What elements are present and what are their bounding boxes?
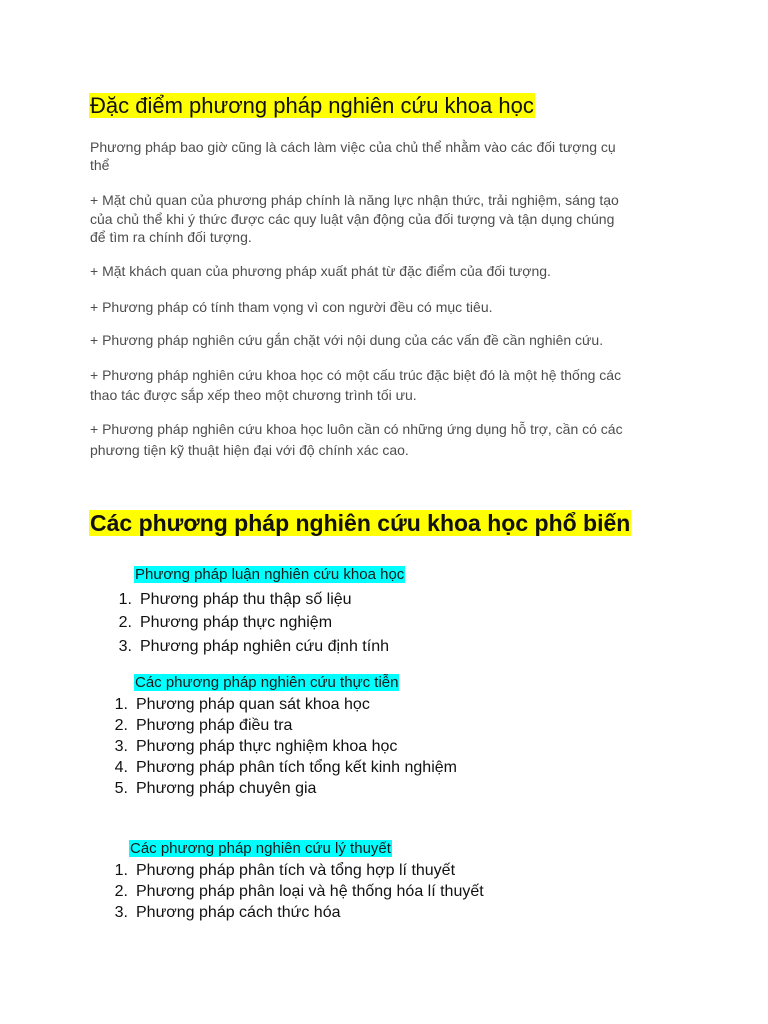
list-number: 1. <box>114 862 128 879</box>
subheading-text: Các phương pháp nghiên cứu thực tiễn <box>135 674 399 691</box>
paragraph <box>90 138 616 174</box>
list-item-text: Phương pháp phân loại và hệ thống hóa lí thuyết <box>136 883 484 900</box>
paragraph <box>90 262 551 281</box>
paragraph-line: của chủ thể khi ý thức được các quy luật vận động của đối tượng và tận dụng chúng <box>90 210 615 227</box>
paragraph <box>90 419 623 461</box>
paragraph-line: Phương pháp bao giờ cũng là cách làm việc của chủ thể nhằm vào các đối tượng cụ <box>90 139 616 155</box>
list-item <box>106 778 316 799</box>
list-item <box>106 757 457 778</box>
list-item <box>106 694 370 715</box>
list-number: 4. <box>114 759 128 776</box>
list-item-text: Phương pháp nghiên cứu định tính <box>140 638 389 655</box>
list-item <box>106 736 397 757</box>
paragraph-line: phương tiện kỹ thuật hiện đại với độ chính xác cao. <box>90 442 409 458</box>
subheading-text: Các phương pháp nghiên cứu lý thuyết <box>130 840 391 857</box>
list-number: 3. <box>114 904 128 921</box>
list-number: 3. <box>114 738 128 755</box>
list-item <box>110 589 352 610</box>
list-item-text: Phương pháp cách thức hóa <box>136 904 341 921</box>
paragraph <box>90 365 621 405</box>
paragraph-line: thể <box>90 157 110 173</box>
list-number: 1. <box>118 591 132 608</box>
paragraph-line: + Mặt khách quan của phương pháp xuất phát từ đặc điểm của đối tượng. <box>90 263 551 279</box>
paragraph <box>90 191 619 247</box>
list-item <box>110 636 389 657</box>
paragraph-line: + Mặt chủ quan của phương pháp chính là năng lực nhận thức, trải nghiệm, sáng tạo <box>90 192 619 208</box>
list-number: 1. <box>114 696 128 713</box>
paragraph-line: thao tác được sắp xếp theo một chương trình tối ưu. <box>90 387 417 403</box>
list-item <box>106 902 341 923</box>
list-item <box>110 612 332 633</box>
list-item-text: Phương pháp thu thập số liệu <box>140 591 352 608</box>
subheading-text: Phương pháp luận nghiên cứu khoa học <box>135 566 405 583</box>
list-number: 2. <box>114 883 128 900</box>
subheading-theoretical-methods <box>129 839 392 859</box>
list-item <box>106 881 484 902</box>
list-number: 2. <box>118 614 132 631</box>
list-item-text: Phương pháp phân tích tổng kết kinh nghiệm <box>136 759 457 776</box>
list-item-text: Phương pháp điều tra <box>136 717 293 734</box>
list-number: 2. <box>114 717 128 734</box>
list-item <box>106 860 455 881</box>
section-heading-characteristics <box>89 93 535 119</box>
paragraph-line: + Phương pháp nghiên cứu khoa học luôn cần có những ứng dụng hỗ trợ, cần có các <box>90 421 623 437</box>
paragraph <box>90 298 493 317</box>
subheading-methodology <box>134 565 405 585</box>
heading-text: Các phương pháp nghiên cứu khoa học phổ biến <box>90 510 631 536</box>
paragraph-line: + Phương pháp nghiên cứu gắn chặt với nội dung của các vấn đề cần nghiên cứu. <box>90 332 604 348</box>
list-item-text: Phương pháp phân tích và tổng hợp lí thuyết <box>136 862 456 879</box>
list-number: 3. <box>118 638 132 655</box>
paragraph-line: + Phương pháp nghiên cứu khoa học có một cấu trúc đặc biệt đó là một hệ thống các <box>90 367 622 383</box>
list-number: 5. <box>114 780 128 797</box>
heading-text: Đặc điểm phương pháp nghiên cứu khoa học <box>90 93 534 118</box>
list-item-text: Phương pháp chuyên gia <box>136 780 317 797</box>
paragraph-line: + Phương pháp có tính tham vọng vì con người đều có mục tiêu. <box>90 299 493 315</box>
list-item-text: Phương pháp quan sát khoa học <box>136 696 370 713</box>
list-item <box>106 715 292 736</box>
paragraph <box>90 331 603 350</box>
section-heading-common-methods <box>89 508 631 539</box>
list-item-text: Phương pháp thực nghiệm khoa học <box>136 738 398 755</box>
list-item-text: Phương pháp thực nghiệm <box>140 614 333 631</box>
subheading-practical-methods <box>134 673 399 693</box>
paragraph-line: để tìm ra chính đối tượng. <box>90 229 252 245</box>
